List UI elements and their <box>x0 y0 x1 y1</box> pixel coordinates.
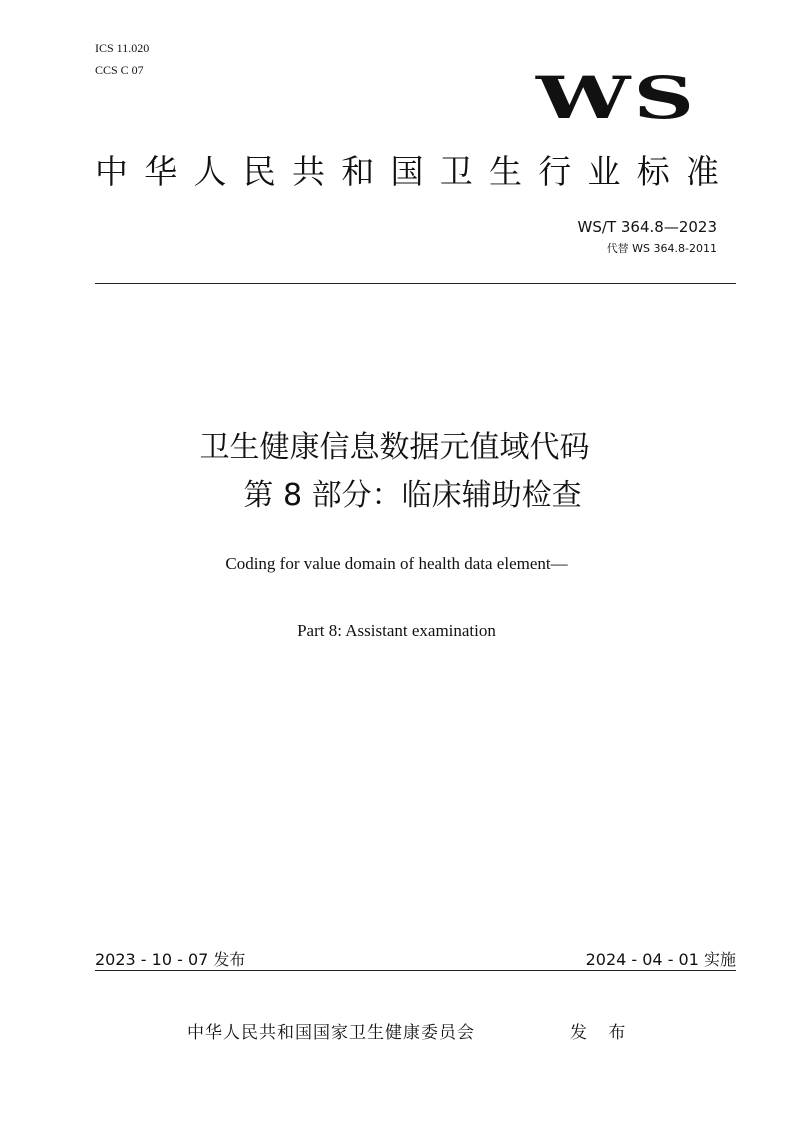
standard-category-char: 共 <box>292 152 325 191</box>
publish-label: 发 布 <box>570 1023 634 1043</box>
standard-category-name <box>95 150 719 194</box>
standard-category-char: 和 <box>341 152 375 191</box>
title-chinese-line-1-text: 卫生健康信息数据元值域代码 <box>199 430 590 465</box>
publisher-name: 中华人民共和国国家卫生健康委员会 <box>187 1023 475 1043</box>
standard-category-char: 行 <box>538 152 572 191</box>
standard-category-char: 标 <box>636 152 670 191</box>
title-english-line-1: Coding for value domain of health data element— <box>225 554 568 573</box>
replaced-standard: 代替 WS 364.8-2011 <box>606 242 717 255</box>
standard-category-char: 卫 <box>439 152 473 191</box>
standard-category-char: 生 <box>489 152 522 191</box>
standard-category-char: 中 <box>95 152 128 191</box>
title-chinese-line-2 <box>0 476 793 516</box>
ws-logo: WS <box>536 64 697 132</box>
title-english-line-2: Part 8: Assistant examination <box>297 621 496 640</box>
issue-date: 2023 - 10 - 07 发布 <box>95 950 246 969</box>
ics-code: ICS 11.020 <box>95 41 150 55</box>
footer-divider <box>95 970 736 971</box>
standard-category-char: 华 <box>144 152 178 191</box>
standard-category-char: 业 <box>587 152 621 191</box>
ccs-code: CCS C 07 <box>95 63 144 77</box>
standard-category-char: 人 <box>193 152 227 191</box>
title-chinese-line-2-text: 第 8 部分：临床辅助检查 <box>243 478 582 513</box>
standard-category-char: 准 <box>686 152 719 191</box>
standard-category-char: 民 <box>242 152 276 191</box>
header-divider <box>95 283 736 284</box>
title-chinese-line-1 <box>0 428 793 468</box>
implementation-date: 2024 - 04 - 01 实施 <box>585 950 736 969</box>
standard-category-char: 国 <box>390 152 424 191</box>
standard-number: WS/T 364.8—2023 <box>577 218 717 236</box>
